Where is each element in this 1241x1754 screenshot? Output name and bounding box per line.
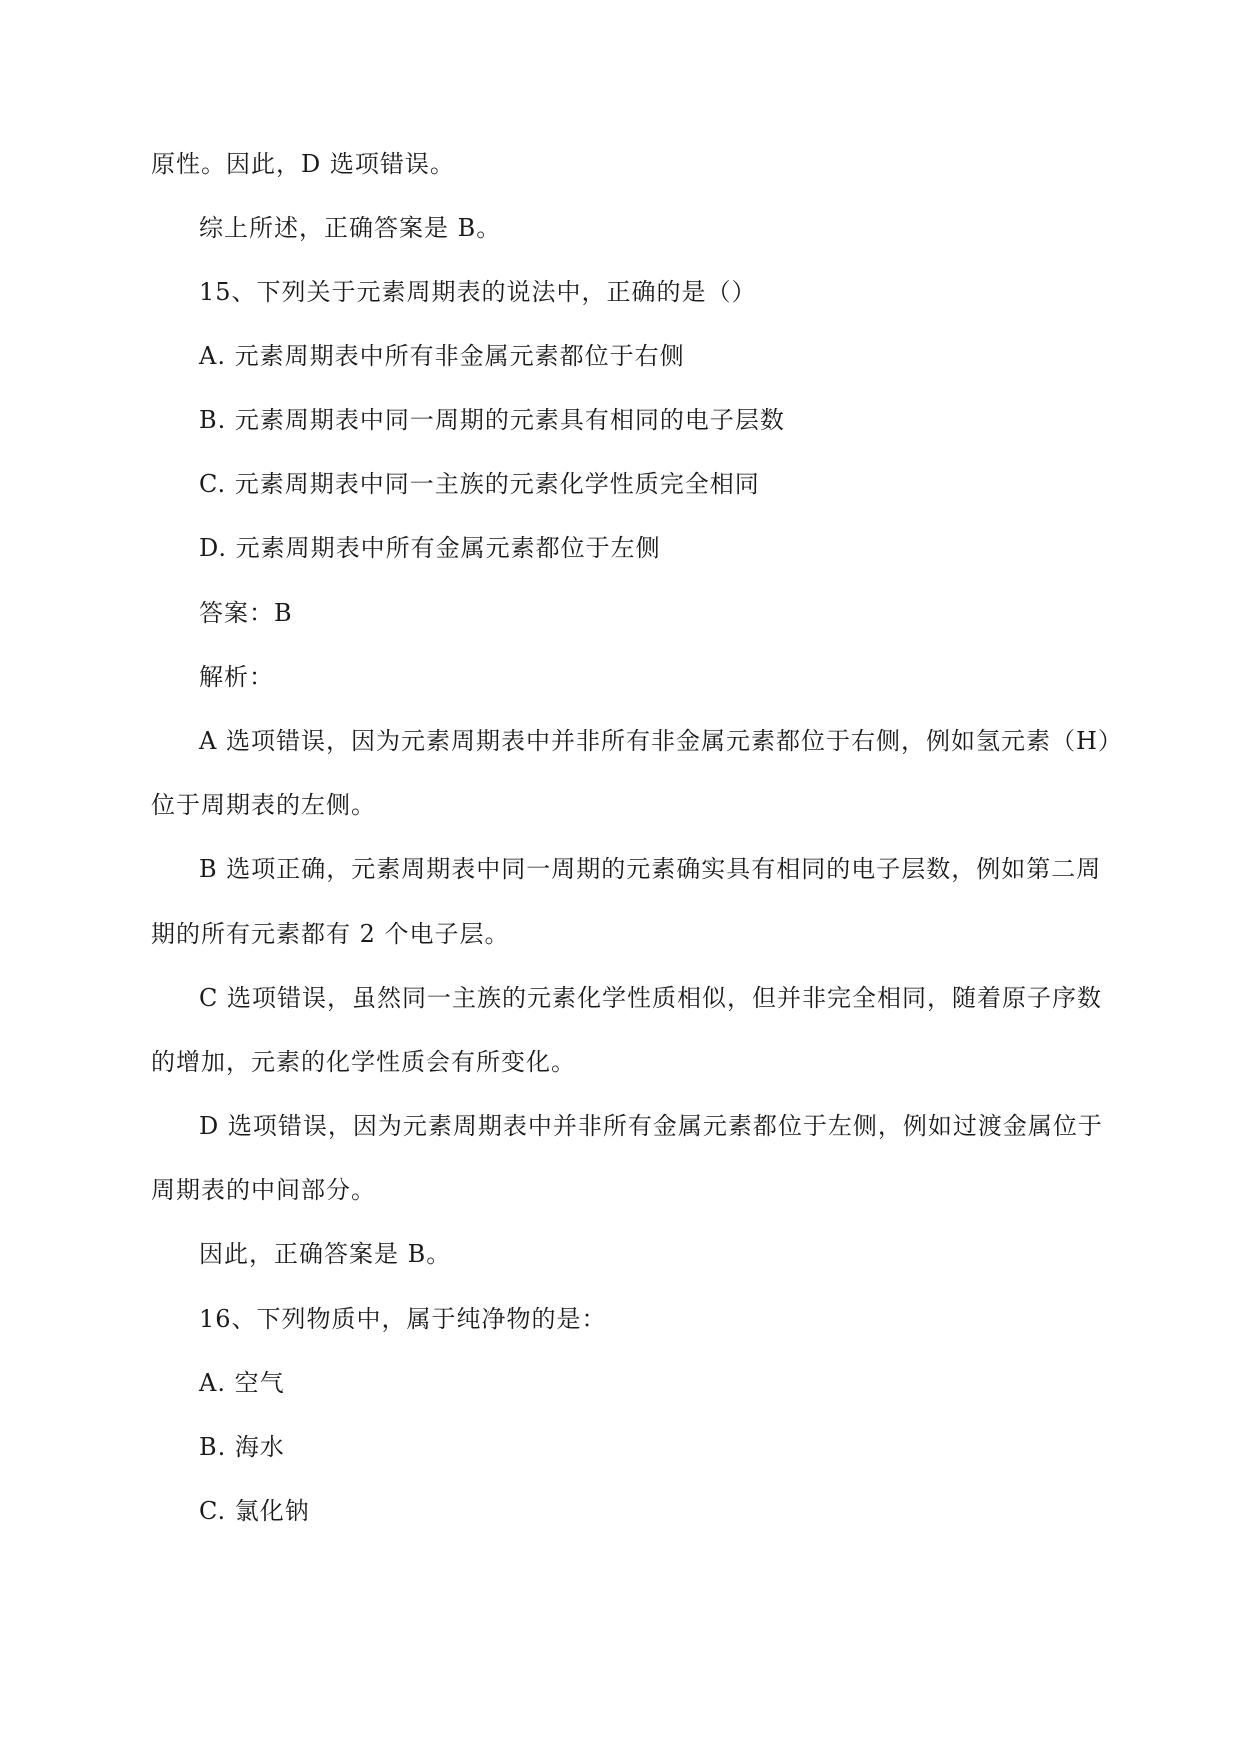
question-15-option-a: A. 元素周期表中所有非金属元素都位于右侧 <box>199 342 685 370</box>
analysis-a-line-2: 位于周期表的左侧。 <box>151 791 376 819</box>
question-16-option-a: A. 空气 <box>199 1369 285 1397</box>
question-15-answer: 答案：B <box>199 599 293 627</box>
analysis-d-line-2: 周期表的中间部分。 <box>151 1176 376 1204</box>
analysis-c-line-2: 的增加，元素的化学性质会有所变化。 <box>151 1048 576 1076</box>
analysis-b-line-2: 期的所有元素都有 2 个电子层。 <box>151 920 510 948</box>
summary-line: 综上所述，正确答案是 B。 <box>199 214 502 242</box>
question-16-option-c: C. 氯化钠 <box>199 1497 310 1525</box>
analysis-c-line-1: C 选项错误，虽然同一主族的元素化学性质相似，但并非完全相同，随着原子序数 <box>199 984 1102 1012</box>
analysis-a-line-1: A 选项错误，因为元素周期表中并非所有非金属元素都位于右侧，例如氢元素（H） <box>199 727 1123 755</box>
question-15-option-d: D. 元素周期表中所有金属元素都位于左侧 <box>199 534 661 562</box>
question-15-conclusion: 因此，正确答案是 B。 <box>199 1240 452 1268</box>
question-15-stem: 15、下列关于元素周期表的说法中，正确的是（） <box>199 278 757 306</box>
analysis-b-line-1: B 选项正确，元素周期表中同一周期的元素确实具有相同的电子层数，例如第二周 <box>199 855 1102 883</box>
question-16-stem: 16、下列物质中，属于纯净物的是： <box>199 1305 607 1333</box>
question-16-option-b: B. 海水 <box>199 1433 285 1461</box>
analysis-label: 解析： <box>199 663 274 691</box>
analysis-d-line-1: D 选项错误，因为元素周期表中并非所有金属元素都位于左侧，例如过渡金属位于 <box>199 1112 1103 1140</box>
continuation-line: 原性。因此，D 选项错误。 <box>151 150 455 178</box>
question-15-option-c: C. 元素周期表中同一主族的元素化学性质完全相同 <box>199 470 760 498</box>
question-15-option-b: B. 元素周期表中同一周期的元素具有相同的电子层数 <box>199 406 785 434</box>
